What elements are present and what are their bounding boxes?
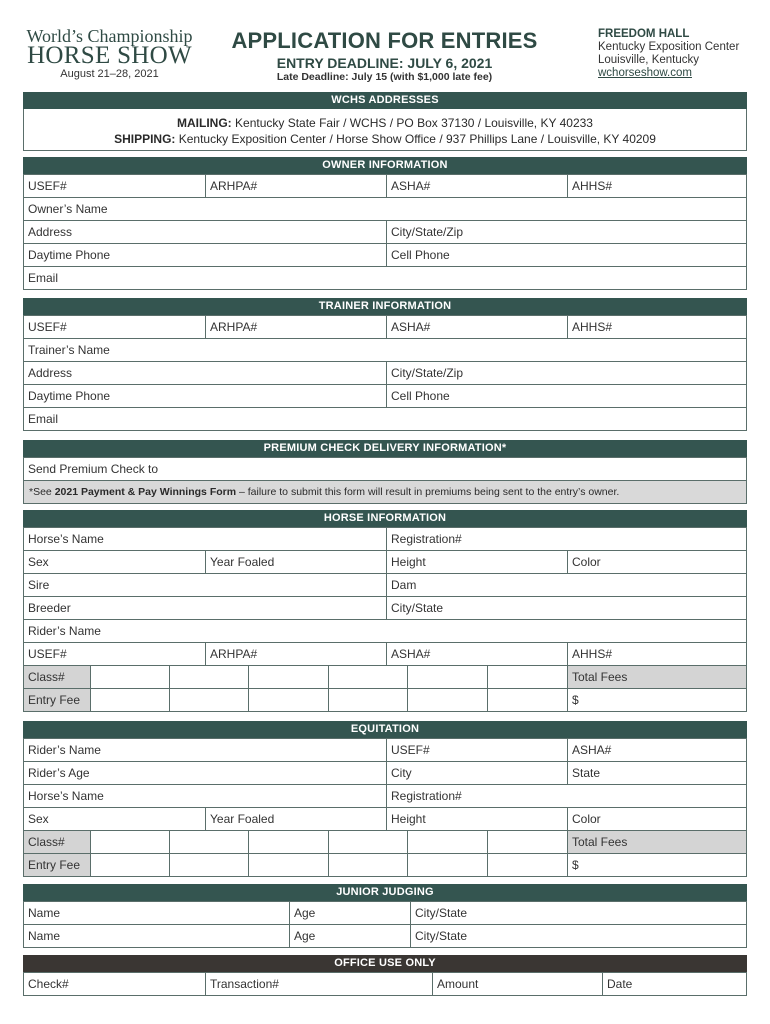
form-row — [23, 362, 747, 385]
venue-line-1: Kentucky Exposition Center — [598, 41, 740, 53]
junior-name-field[interactable]: Name — [28, 906, 61, 920]
horse-class-cell[interactable] — [407, 666, 487, 688]
shipping-address: Kentucky Exposition Center / Horse Show Office / 937 Phillips Lane / Louisville, KY 40209 — [178, 132, 656, 146]
junior-city-field[interactable]: City/State — [410, 925, 746, 947]
form-row — [23, 925, 747, 948]
eq-class-label: Class# — [24, 831, 90, 853]
form-row — [23, 762, 747, 785]
form-row — [23, 972, 747, 996]
owner-arhpa-field[interactable]: ARHPA# — [205, 175, 386, 197]
form-row — [23, 244, 747, 267]
trainer-email-field[interactable]: Email — [28, 412, 59, 426]
eq-usef-field[interactable]: USEF# — [386, 739, 567, 761]
form-row — [23, 808, 747, 831]
section-heading: TRAINER INFORMATION — [23, 298, 747, 315]
form-row — [23, 339, 747, 362]
horse-total-fees-field[interactable]: $ — [567, 689, 746, 711]
office-use-section — [23, 955, 747, 996]
form-row — [23, 457, 747, 481]
horse-name-field[interactable]: Horse’s Name — [28, 532, 104, 546]
owner-address-field[interactable]: Address — [28, 225, 73, 239]
trainer-name-field[interactable]: Trainer’s Name — [28, 343, 110, 357]
horse-class-label: Class# — [24, 666, 90, 688]
horse-year-foaled-field[interactable]: Year Foaled — [205, 551, 386, 573]
form-row — [23, 643, 747, 666]
form-row — [23, 408, 747, 431]
entry-deadline: ENTRY DEADLINE: JULY 6, 2021 — [276, 55, 493, 71]
eq-year-foaled-field[interactable]: Year Foaled — [205, 808, 386, 830]
trainer-address-field[interactable]: Address — [28, 366, 73, 380]
owner-section — [23, 157, 747, 290]
horse-sex-field[interactable]: Sex — [28, 555, 49, 569]
junior-age-field[interactable]: Age — [289, 925, 410, 947]
eq-state-field[interactable]: State — [567, 762, 746, 784]
horse-height-field[interactable]: Height — [386, 551, 567, 573]
trainer-asha-field[interactable]: ASHA# — [386, 316, 567, 338]
equitation-section — [23, 721, 747, 877]
owner-email-field[interactable]: Email — [28, 271, 59, 285]
premium-send-to-field[interactable]: Send Premium Check to — [28, 462, 159, 476]
eq-fee-cell[interactable] — [407, 854, 487, 876]
eq-height-field[interactable]: Height — [386, 808, 567, 830]
form-row — [23, 174, 747, 198]
note-form-name: 2021 Payment & Pay Winnings Form — [54, 486, 237, 498]
section-heading: JUNIOR JUDGING — [23, 884, 747, 901]
owner-day-phone-field[interactable]: Daytime Phone — [28, 248, 111, 262]
form-row — [23, 854, 747, 877]
horse-rider-name-field[interactable]: Rider’s Name — [28, 624, 101, 638]
form-header — [0, 0, 770, 92]
page-title: APPLICATION FOR ENTRIES — [231, 28, 538, 53]
eq-city-field[interactable]: City — [386, 762, 567, 784]
eq-fee-cell[interactable] — [487, 854, 567, 876]
junior-city-field[interactable]: City/State — [410, 902, 746, 924]
eq-class-cell[interactable] — [248, 831, 328, 853]
premium-section — [23, 440, 747, 504]
office-transaction-field[interactable]: Transaction# — [205, 973, 432, 995]
logo-line-1: World’s Championship — [26, 26, 193, 46]
section-heading: EQUITATION — [23, 721, 747, 738]
eq-color-field[interactable]: Color — [567, 808, 746, 830]
trainer-ahhs-field[interactable]: AHHS# — [567, 316, 748, 338]
form-row — [23, 901, 747, 925]
office-date-field[interactable]: Date — [602, 973, 746, 995]
horse-asha-field[interactable]: ASHA# — [386, 643, 567, 665]
eq-sex-field[interactable]: Sex — [28, 812, 49, 826]
trainer-arhpa-field[interactable]: ARHPA# — [205, 316, 386, 338]
form-row — [23, 689, 747, 712]
owner-city-field[interactable]: City/State/Zip — [386, 221, 746, 243]
horse-city-state-field[interactable]: City/State — [386, 597, 746, 619]
eq-class-cell[interactable] — [407, 831, 487, 853]
owner-asha-field[interactable]: ASHA# — [386, 175, 567, 197]
form-row — [23, 385, 747, 408]
form-row — [23, 267, 747, 290]
form-row — [23, 198, 747, 221]
venue-name: FREEDOM HALL — [598, 28, 690, 40]
eq-rider-name-field[interactable]: Rider’s Name — [28, 743, 101, 757]
horse-fee-cell[interactable] — [169, 689, 248, 711]
horse-registration-field[interactable]: Registration# — [386, 528, 746, 550]
late-deadline: Late Deadline: July 15 (with $1,000 late fee) — [276, 71, 493, 83]
venue-line-2: Louisville, Kentucky — [598, 54, 699, 66]
owner-cell-field[interactable]: Cell Phone — [386, 244, 746, 266]
office-amount-field[interactable]: Amount — [432, 973, 602, 995]
section-heading: PREMIUM CHECK DELIVERY INFORMATION* — [23, 440, 747, 457]
owner-usef-field[interactable]: USEF# — [28, 179, 67, 193]
horse-section — [23, 510, 747, 712]
section-heading: OFFICE USE ONLY — [23, 955, 747, 972]
form-row — [23, 527, 747, 551]
eq-asha-field[interactable]: ASHA# — [567, 739, 746, 761]
logo-line-2: HORSE SHOW — [27, 42, 192, 69]
shipping-label: SHIPPING: — [114, 132, 176, 146]
addresses-section — [23, 92, 747, 151]
eq-fee-cell[interactable] — [328, 854, 407, 876]
form-row — [23, 574, 747, 597]
note-prefix: *See — [29, 486, 55, 498]
eq-rider-age-field[interactable]: Rider’s Age — [28, 766, 90, 780]
horse-fee-cell[interactable] — [90, 689, 169, 711]
trainer-section — [23, 298, 747, 431]
form-row — [23, 551, 747, 574]
horse-arhpa-field[interactable]: ARHPA# — [205, 643, 386, 665]
eq-fee-cell[interactable] — [90, 854, 169, 876]
eq-fee-cell[interactable] — [248, 854, 328, 876]
eq-class-cell[interactable] — [90, 831, 169, 853]
eq-class-cell[interactable] — [328, 831, 407, 853]
horse-fee-cell[interactable] — [248, 689, 328, 711]
horse-sire-field[interactable]: Sire — [28, 578, 50, 592]
horse-breeder-field[interactable]: Breeder — [28, 601, 71, 615]
horse-fee-cell[interactable] — [328, 689, 407, 711]
horse-class-cell[interactable] — [169, 666, 248, 688]
eq-entry-fee-label: Entry Fee — [24, 854, 90, 876]
address-block — [23, 109, 747, 151]
horse-class-cell[interactable] — [487, 666, 567, 688]
horse-usef-field[interactable]: USEF# — [28, 647, 67, 661]
premium-note — [23, 481, 747, 504]
trainer-cell-field[interactable]: Cell Phone — [386, 385, 746, 407]
trainer-city-field[interactable]: City/State/Zip — [386, 362, 746, 384]
form-row — [23, 738, 747, 762]
trainer-usef-field[interactable]: USEF# — [28, 320, 67, 334]
show-dates: August 21–28, 2021 — [60, 68, 159, 80]
section-heading: HORSE INFORMATION — [23, 510, 747, 527]
eq-registration-field[interactable]: Registration# — [386, 785, 746, 807]
horse-class-cell[interactable] — [328, 666, 407, 688]
horse-total-fees-label: Total Fees — [567, 666, 746, 688]
horse-dam-field[interactable]: Dam — [386, 574, 746, 596]
junior-age-field[interactable]: Age — [289, 902, 410, 924]
form-row — [23, 221, 747, 244]
owner-ahhs-field[interactable]: AHHS# — [567, 175, 748, 197]
horse-class-cell[interactable] — [90, 666, 169, 688]
junior-judging-section — [23, 884, 747, 948]
eq-class-cell[interactable] — [169, 831, 248, 853]
venue-website-link[interactable]: wchorseshow.com — [598, 67, 692, 79]
office-check-field[interactable]: Check# — [28, 977, 69, 991]
note-suffix: – failure to submit this form will result in premiums being sent to the entry’s owner. — [236, 486, 620, 498]
mailing-address: Kentucky State Fair / WCHS / PO Box 37130 / Louisville, KY 40233 — [235, 116, 593, 130]
form-row — [23, 666, 747, 689]
form-row — [23, 620, 747, 643]
owner-name-field[interactable]: Owner’s Name — [28, 202, 108, 216]
mailing-label: MAILING: — [177, 116, 232, 130]
horse-color-field[interactable]: Color — [567, 551, 746, 573]
horse-fee-cell[interactable] — [487, 689, 567, 711]
form-row — [23, 831, 747, 854]
horse-fee-cell[interactable] — [407, 689, 487, 711]
section-heading: OWNER INFORMATION — [23, 157, 747, 174]
section-heading: WCHS ADDRESSES — [23, 92, 747, 109]
eq-fee-cell[interactable] — [169, 854, 248, 876]
eq-class-cell[interactable] — [487, 831, 567, 853]
eq-total-fees-label: Total Fees — [567, 831, 746, 853]
horse-entry-fee-label: Entry Fee — [24, 689, 90, 711]
form-row — [23, 597, 747, 620]
horse-class-cell[interactable] — [248, 666, 328, 688]
junior-name-field[interactable]: Name — [28, 929, 61, 943]
form-row — [23, 785, 747, 808]
horse-ahhs-field[interactable]: AHHS# — [567, 643, 746, 665]
form-row — [23, 315, 747, 339]
trainer-day-phone-field[interactable]: Daytime Phone — [28, 389, 111, 403]
eq-horse-name-field[interactable]: Horse’s Name — [28, 789, 104, 803]
venue-info — [598, 28, 739, 80]
eq-total-fees-field[interactable]: $ — [567, 854, 746, 876]
